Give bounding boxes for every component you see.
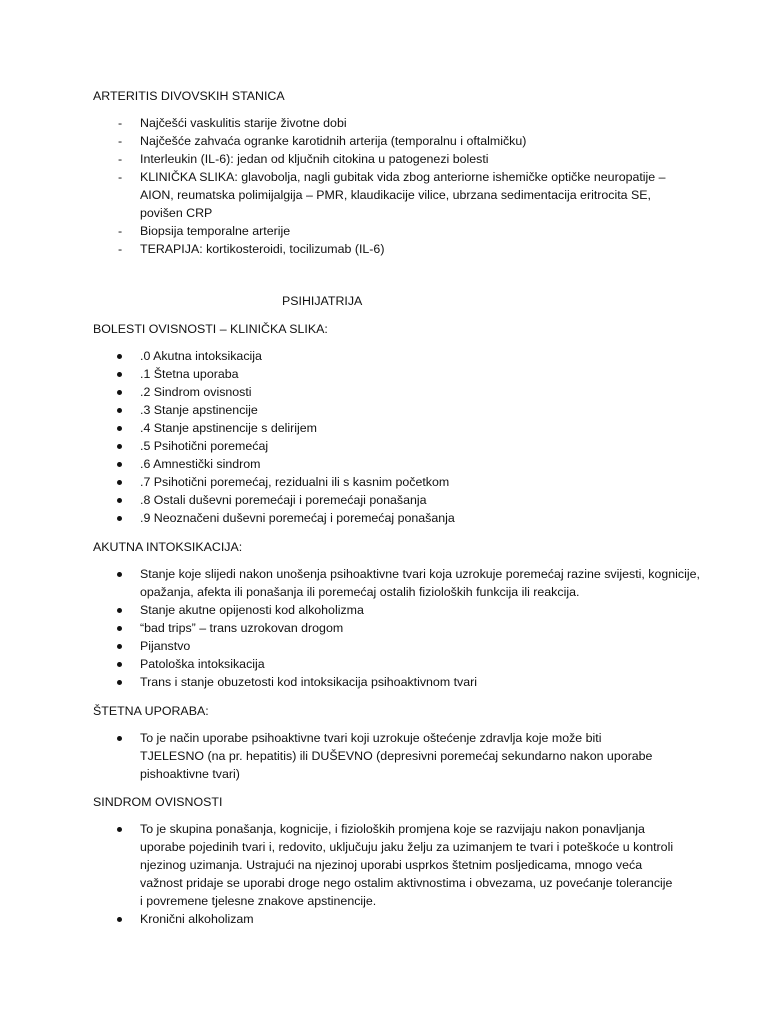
list-item: Stanje koje slijedi nakon unošenja psihoaktivne tvari koja uzrokuje poremećaj razine svijesti, kognicije, opažanja, afekta ili ponašanja ili poremećaj ostalih fizioloških funkcija ili reakcija.	[93, 565, 705, 601]
akutna-intoksikacija-list	[93, 565, 700, 691]
list-item: .4 Stanje apstinencije s delirijem	[93, 419, 693, 437]
list-item: - Najčešći vaskulitis starije životne dobi	[93, 114, 693, 132]
list-item: .7 Psihotični poremećaj, rezidualni ili s kasnim početkom	[93, 473, 693, 491]
stetna-uporaba-list	[93, 729, 693, 783]
list-item: “bad trips” – trans uzrokovan drogom	[93, 619, 693, 637]
list-item: Patološka intoksikacija	[93, 655, 693, 673]
list-item: - Biopsija temporalne arterije	[93, 222, 693, 240]
list-item: .0 Akutna intoksikacija	[93, 347, 693, 365]
arteritis-list	[93, 114, 693, 258]
list-item: - KLINIČKA SLIKA: glavobolja, nagli gubitak vida zbog anteriorne ishemičke optičke neuropatije – AION, reumatska polimijalgija – PMR, klaudikacije vilice, ubrzana sedimentacija eritrocita SE, povišen CRP	[93, 168, 680, 222]
section-title-psihijatrija: PSIHIJATRIJA	[282, 294, 363, 308]
list-item: - TERAPIJA: kortikosteroidi, tocilizumab (IL-6)	[93, 240, 693, 258]
list-item: .6 Amnestički sindrom	[93, 455, 693, 473]
sindrom-ovisnosti-heading: SINDROM OVISNOSTI	[93, 795, 223, 809]
list-item: Stanje akutne opijenosti kod alkoholizma	[93, 601, 693, 619]
arteritis-heading: ARTERITIS DIVOVSKIH STANICA	[93, 89, 285, 103]
list-item: To je skupina ponašanja, kognicije, i fizioloških promjena koje se razvijaju nakon ponavljanja uporabe pojedinih tvari i, redovito, uključuju jaku želju za uzimanjem te tvari i poteškoće u kontroli njezinog uzimanja. Ustrajući na njezinoj uporabi usprkos štetnim posljedicama, mnogo veća važnost pridaje se uporabi droge nego ostalim aktivnostima i obvezama, uz povećanje tolerancije i povremene tjelesne znakove apstinencije.	[93, 820, 675, 910]
list-item: - Najčešće zahvaća ogranke karotidnih arterija (temporalnu i oftalmičku)	[93, 132, 693, 150]
sindrom-ovisnosti-list	[93, 820, 693, 928]
list-item: Trans i stanje obuzetosti kod intoksikacija psihoaktivnom tvari	[93, 673, 693, 691]
list-item: .2 Sindrom ovisnosti	[93, 383, 693, 401]
bolesti-ovisnosti-heading: BOLESTI OVISNOSTI – KLINIČKA SLIKA:	[93, 322, 328, 336]
list-item: .3 Stanje apstinencije	[93, 401, 693, 419]
list-item: .9 Neoznačeni duševni poremećaj i poremećaj ponašanja	[93, 509, 693, 527]
list-item: .8 Ostali duševni poremećaji i poremećaji ponašanja	[93, 491, 693, 509]
list-item: - Interleukin (IL-6): jedan od ključnih citokina u patogenezi bolesti	[93, 150, 693, 168]
list-item: Pijanstvo	[93, 637, 693, 655]
stetna-uporaba-heading: ŠTETNA UPORABA:	[93, 704, 209, 718]
list-item: .1 Štetna uporaba	[93, 365, 693, 383]
list-item: .5 Psihotični poremećaj	[93, 437, 693, 455]
akutna-intoksikacija-heading: AKUTNA INTOKSIKACIJA:	[93, 540, 243, 554]
list-item: Kronični alkoholizam	[93, 910, 693, 928]
list-item: To je način uporabe psihoaktivne tvari koji uzrokuje oštećenje zdravlja koje može biti TJELESNO (na pr. hepatitis) ili DUŠEVNO (depresivni poremećaj sekundarno nakon uporabe pishoaktivne tvari)	[93, 729, 660, 783]
bolesti-ovisnosti-list	[93, 347, 693, 527]
